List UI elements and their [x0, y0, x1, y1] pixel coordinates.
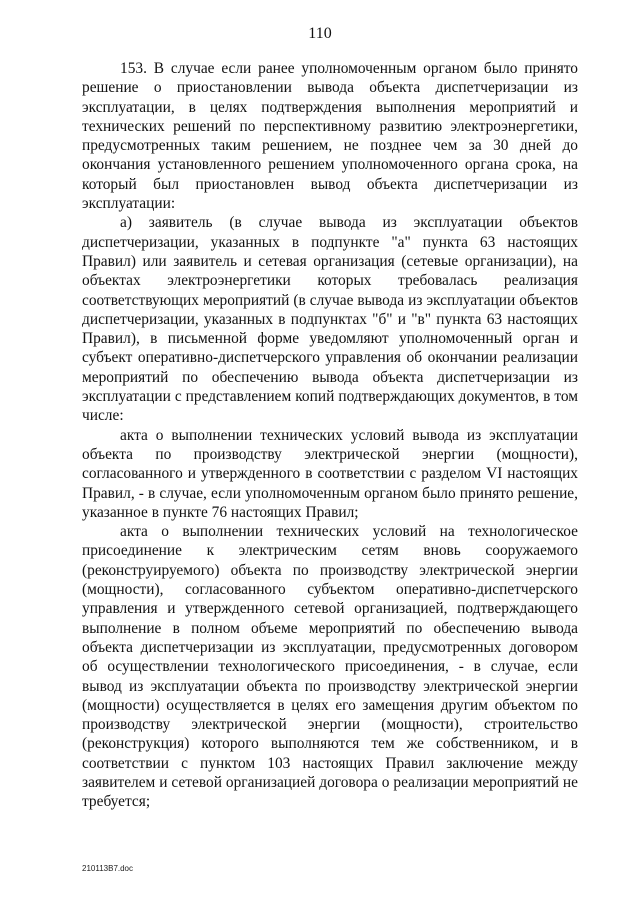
footer-file-code: 210113В7.doc: [82, 864, 134, 873]
paragraph-153: 153. В случае если ранее уполномоченным органом было принято решение о приостановлении вывода объекта диспетчеризации из эксплуатации, в целях подтверждения выполнения мероприятий и технических решений по перспективному развитию электроэнергетики, предусмотренных таким решением, не позднее чем за 30 дней до окончания установленного решением уполномоченного органа срока, на который был приостановлен вывод объекта диспетчеризации из эксплуатации:: [82, 60, 578, 213]
page-number: 110: [308, 25, 332, 42]
document-body: [82, 59, 578, 812]
paragraph-subitem-a: а) заявитель (в случае вывода из эксплуатации объектов диспетчеризации, указанных в подпункте "а" пункта 63 настоящих Правил) или заявитель и сетевая организация (сетевые организации), на объектах электроэнергетики которых требовалась реализация соответствующих мероприятий (в случае вывода из эксплуатации объектов диспетчеризации, указанных в подпунктах "б" и "в" пункта 63 настоящих Правил), в письменной форме уведомляют уполномоченный орган и субъект оперативно-диспетчерского управления об окончании реализации мероприятий по обеспечению вывода объекта диспетчеризации из эксплуатации с представлением копий подтверждающих документов, в том числе:: [82, 214, 578, 425]
paragraph-act-connection: акта о выполнении технических условий на технологическое присоединение к электрическим сетям вновь сооружаемого (реконструируемого) объекта по производству электрической энергии (мощности), согласованного субъектом оперативно-диспетчерского управления и утвержденного сетевой организацией, подтверждающего выполнение в полном объеме мероприятий по обеспечению вывода объекта диспетчеризации из эксплуатации, предусмотренных договором об осуществлении технологического присоединения, - в случае, если вывод из эксплуатации объекта по производству электрической энергии (мощности) осуществляется в целях его замещения другим объектом по производству электрической энергии (мощности), строительство (реконструкция) которого выполняются тем же собственником, и в соответствии с пунктом 103 настоящих Правил заключение между заявителем и сетевой организацией договора о реализации мероприятий не требуется;: [82, 523, 578, 811]
paragraph-act-decommission: акта о выполнении технических условий вывода из эксплуатации объекта по производству электрической энергии (мощности), согласованного и утвержденного в соответствии с разделом VI настоящих Правил, - в случае, если уполномоченным органом было принято решение, указанное в пункте 76 настоящих Правил;: [82, 426, 578, 521]
